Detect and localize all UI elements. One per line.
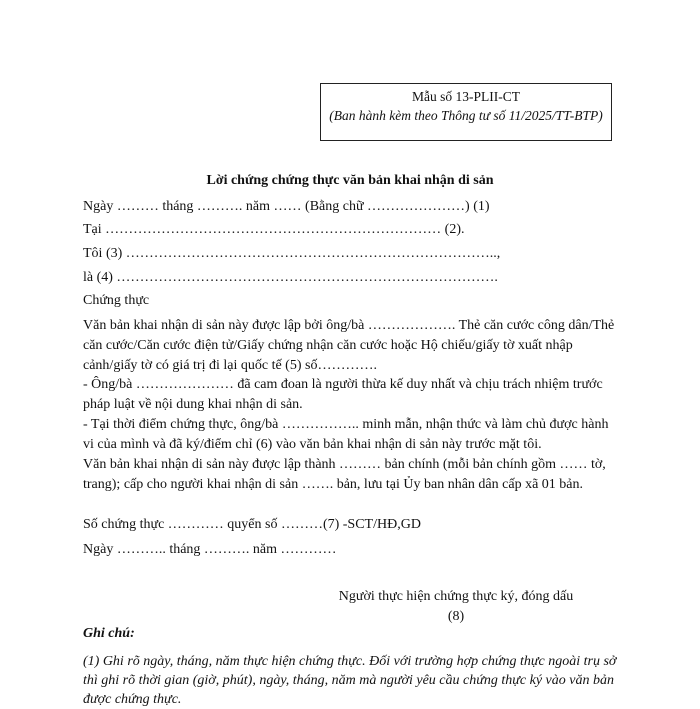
paragraph-copies: Văn bản khai nhận di sản này được lập thành ……… bản chính (mỗi bản chính gồm …… tờ, trang); cấp cho người khai nhận di sản ……. bản, lưu tại Ủy ban nhân dân cấp xã 01 bản. [83, 457, 606, 492]
place-field-line: Tại ……………………………………………………………… (2). [83, 222, 465, 237]
certifier-name-line: Tôi (3) …………………………………………………………………….., [83, 246, 501, 261]
certification-number-line: Số chứng thực ………… quyển số ………(7) -SCT/HĐ,GD [83, 517, 421, 532]
certifier-role-line: là (4) ………………………………………………………………………. [83, 270, 498, 285]
note-1: (1) Ghi rõ ngày, tháng, năm thực hiện chứng thực. Đối với trường hợp chứng thực ngoài trụ sở thì ghi rõ thời gian (giờ, phút), ngày, tháng, năm mà người yêu cầu chứng thực ký vào văn bản được chứng thực. [83, 654, 617, 707]
signer-block: Người thực hiện chứng thực ký, đóng dấu (8) [338, 589, 574, 624]
document-title: Lời chứng chứng thực văn bản khai nhận di sản [206, 173, 494, 188]
form-number-box [320, 83, 612, 141]
paragraph-capacity: - Tại thời điểm chứng thực, ông/bà …………….. minh mẫn, nhận thức và làm chủ được hành vi của mình và đã ký/điểm chỉ (6) vào văn bản khai nhận di sản này trước mặt tôi. [83, 417, 609, 452]
form-issued-by: (Ban hành kèm theo Thông tư số 11/2025/TT-BTP) [329, 108, 603, 123]
form-code: Mẫu số 13-PLII-CT [412, 89, 520, 104]
certification-date-line: Ngày ……….. tháng ………. năm ………… [83, 542, 337, 557]
notes-heading: Ghi chú: [83, 626, 135, 641]
paragraph-declarant: Văn bản khai nhận di sản này được lập bởi ông/bà ………………. Thẻ căn cước công dân/Thẻ căn cước/Căn cước điện tử/Giấy chứng nhận căn cước hoặc Hộ chiếu/giấy tờ xuất nhập cảnh/giấy tờ có giá trị đi lại quốc tế (5) số…………. [83, 318, 615, 373]
date-field-line: Ngày ……… tháng ………. năm …… (Bằng chữ …………………) (1) [83, 199, 490, 214]
certify-label: Chứng thực [83, 293, 150, 308]
paragraph-sole-heir: - Ông/bà ………………… đã cam đoan là người thừa kế duy nhất và chịu trách nhiệm trước pháp luật về nội dung khai nhận di sản. [83, 377, 603, 412]
